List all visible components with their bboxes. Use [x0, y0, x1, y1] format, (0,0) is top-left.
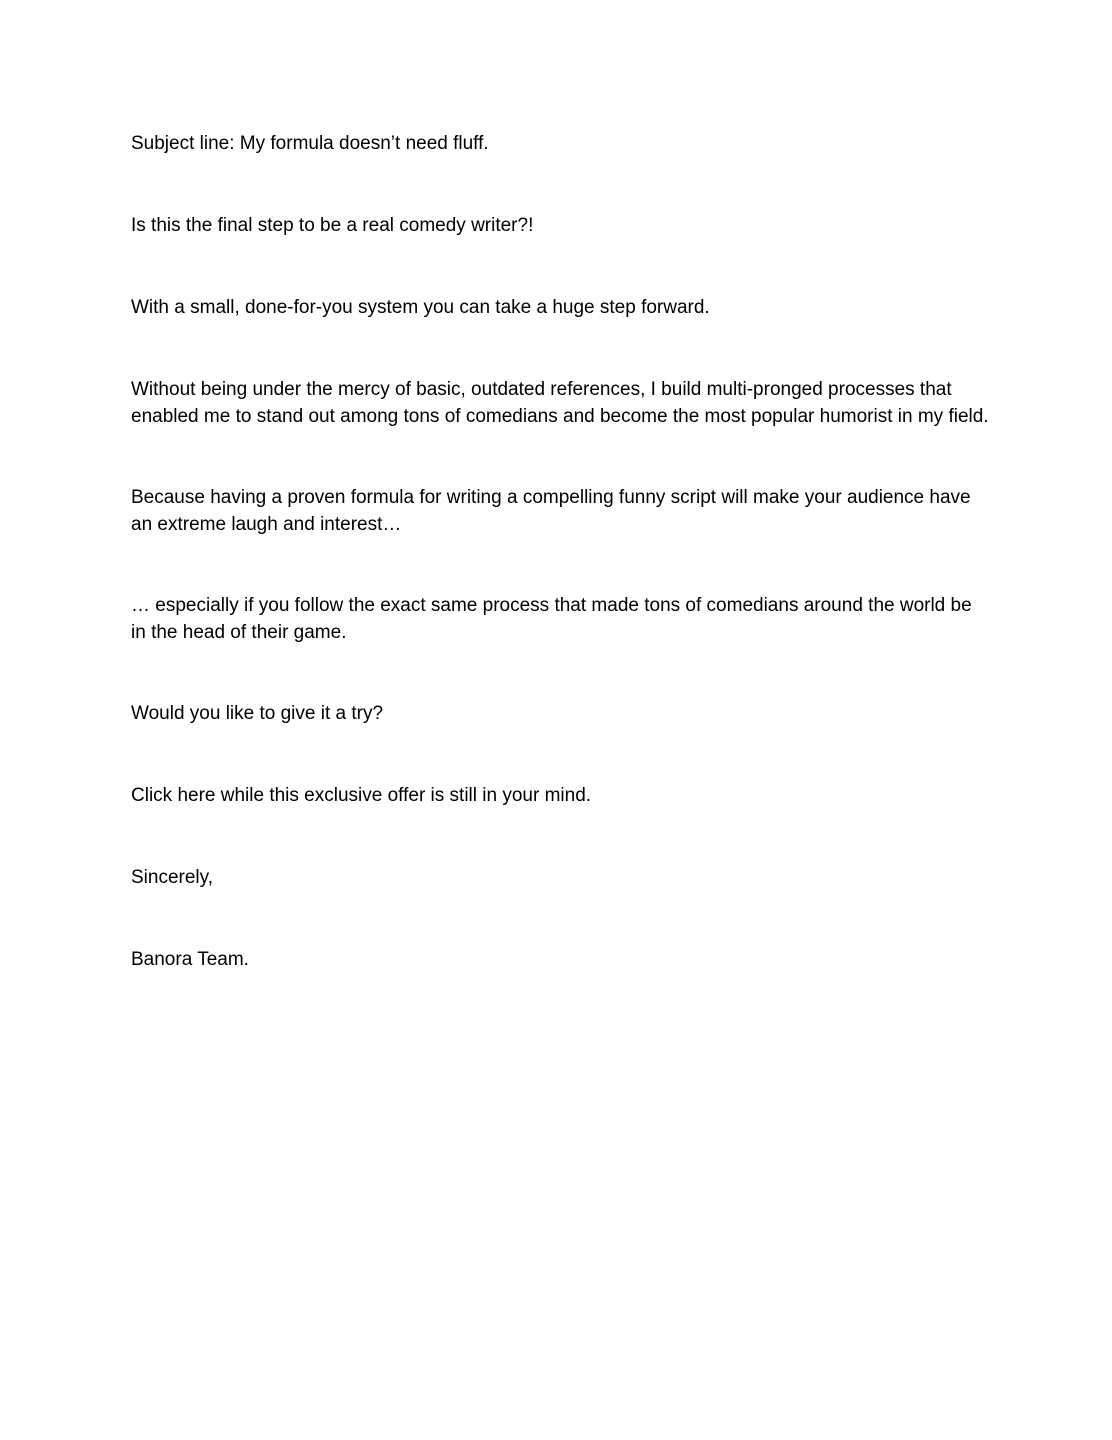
paragraph-click-here: Click here while this exclusive offer is still in your mind. [131, 785, 592, 806]
paragraph-give-it-a-try: Would you like to give it a try? [131, 703, 384, 724]
closing: Sincerely, [131, 867, 214, 888]
paragraph-proven-formula: Because having a proven formula for writing a compelling funny script will make your audience have an extreme laugh and interest… [131, 487, 971, 535]
paragraph-question: Is this the final step to be a real comedy writer?! [131, 215, 534, 236]
subject-line: Subject line: My formula doesn’t need fluff. [131, 133, 489, 154]
signature: Banora Team. [131, 949, 249, 970]
paragraph-exact-process: … especially if you follow the exact same process that made tons of comedians around the world be in the head of their game. [131, 595, 972, 643]
paragraph-without-references: Without being under the mercy of basic, outdated references, I build multi-pronged processes that enabled me to stand out among tons of comedians and become the most popular humorist in my field. [131, 379, 989, 427]
paragraph-system: With a small, done-for-you system you can take a huge step forward. [131, 297, 710, 318]
